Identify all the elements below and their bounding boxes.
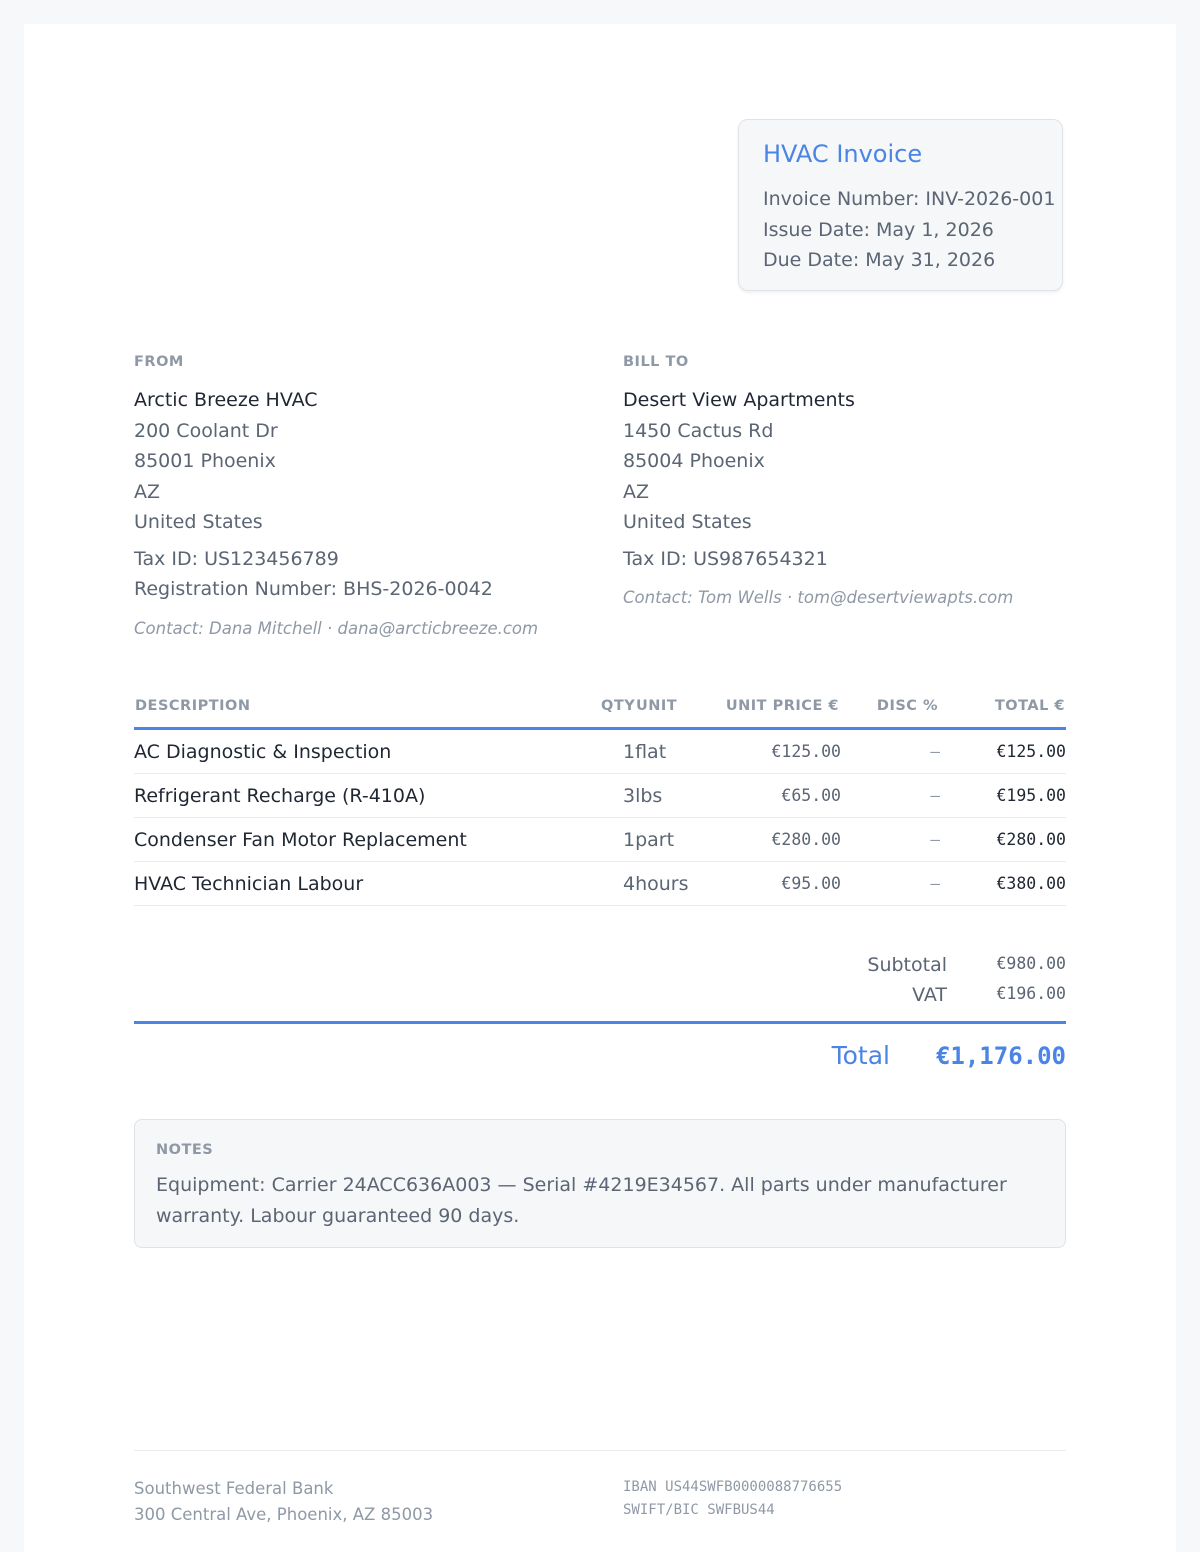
table-row [134,774,1066,818]
row-qty-unit: 3lbs [623,785,663,807]
table-row [134,730,1066,774]
row-total: €280.00 [996,830,1066,849]
from-label: FROM [134,354,184,370]
header-total: TOTAL € [994,698,1065,714]
from-country: United States [134,511,263,533]
subtotal-value: €980.00 [996,954,1066,973]
row-discount: — [930,830,940,849]
vat-value: €196.00 [996,984,1066,1003]
row-qty-unit: 1flat [623,741,667,763]
bill-to-contact: Contact: Tom Wells · tom@desertviewapts.com [623,588,1014,607]
iban: IBAN US44SWFB0000088776655 [623,1479,843,1495]
issue-date: Issue Date: May 1, 2026 [763,218,994,241]
swift-bic: SWIFT/BIC SWFBUS44 [623,1502,775,1518]
row-qty-unit: 4hours [623,873,689,895]
total-value: €1,176.00 [935,1042,1066,1070]
bank-address: 300 Central Ave, Phoenix, AZ 85003 [134,1505,434,1524]
vat-row [134,980,1066,1010]
bank-name: Southwest Federal Bank [134,1479,334,1498]
header-qty: QTY [601,698,636,714]
footer-divider [134,1450,1066,1451]
row-total: €125.00 [996,742,1066,761]
row-qty-unit: 1part [623,829,675,851]
header-unit: UNIT [636,698,678,714]
vat-label: VAT [912,984,947,1006]
total-label: Total [831,1041,890,1070]
bill-to-tax-id: Tax ID: US987654321 [623,547,828,570]
header-description: DESCRIPTION [135,698,251,714]
row-discount: — [930,786,940,805]
grand-total-row [134,1038,1066,1074]
row-description: Refrigerant Recharge (R-410A) [134,785,426,807]
from-street: 200 Coolant Dr [134,419,278,442]
invoice-title: HVAC Invoice [763,140,923,168]
table-row [134,818,1066,862]
row-unit-price: €65.00 [781,786,841,805]
due-date: Due Date: May 31, 2026 [763,249,996,271]
header-unit-price: UNIT PRICE € [725,698,839,714]
notes-box [134,1119,1066,1248]
row-discount: — [930,874,940,893]
bill-to-name: Desert View Apartments [623,389,855,411]
row-unit-price: €280.00 [771,830,841,849]
from-registration: Registration Number: BHS-2026-0042 [134,578,493,600]
from-section [134,352,574,641]
bill-to-street: 1450 Cactus Rd [623,419,774,442]
notes-text: Equipment: Carrier 24ACC636A003 — Serial #4219E34567. All parts under manufacturer warranty. Labour guaranteed 90 days. [156,1174,1007,1227]
row-description: Condenser Fan Motor Replacement [134,829,467,851]
subtotal-row [134,950,1066,980]
from-tax-id: Tax ID: US123456789 [134,547,339,570]
bill-to-country: United States [623,511,752,533]
bank-details [134,1476,433,1528]
row-discount: — [930,742,940,761]
header-discount: DISC % [876,698,938,714]
row-unit-price: €95.00 [781,874,841,893]
row-description: HVAC Technician Labour [134,873,364,895]
from-city: 85001 Phoenix [134,450,276,472]
totals-block [134,950,1066,1010]
payment-codes [623,1476,842,1522]
row-total: €195.00 [996,786,1066,805]
line-items-table [134,692,1066,906]
invoice-number: Invoice Number: INV-2026-001 [763,188,1056,210]
invoice-page [24,24,1176,1552]
bill-to-label: BILL TO [623,354,689,370]
from-name: Arctic Breeze HVAC [134,389,318,411]
bill-to-city: 85004 Phoenix [623,450,765,472]
table-header [134,692,1066,730]
bill-to-section [623,352,1063,610]
row-total: €380.00 [996,874,1066,893]
row-description: AC Diagnostic & Inspection [134,741,392,763]
invoice-meta-card [738,119,1063,291]
total-divider [134,1021,1066,1024]
from-contact: Contact: Dana Mitchell · dana@arcticbreeze.com [134,618,539,638]
table-row [134,862,1066,906]
bill-to-state: AZ [623,480,650,503]
row-unit-price: €125.00 [771,742,841,761]
from-state: AZ [134,480,161,503]
subtotal-label: Subtotal [867,954,947,976]
notes-label: NOTES [156,1142,214,1158]
